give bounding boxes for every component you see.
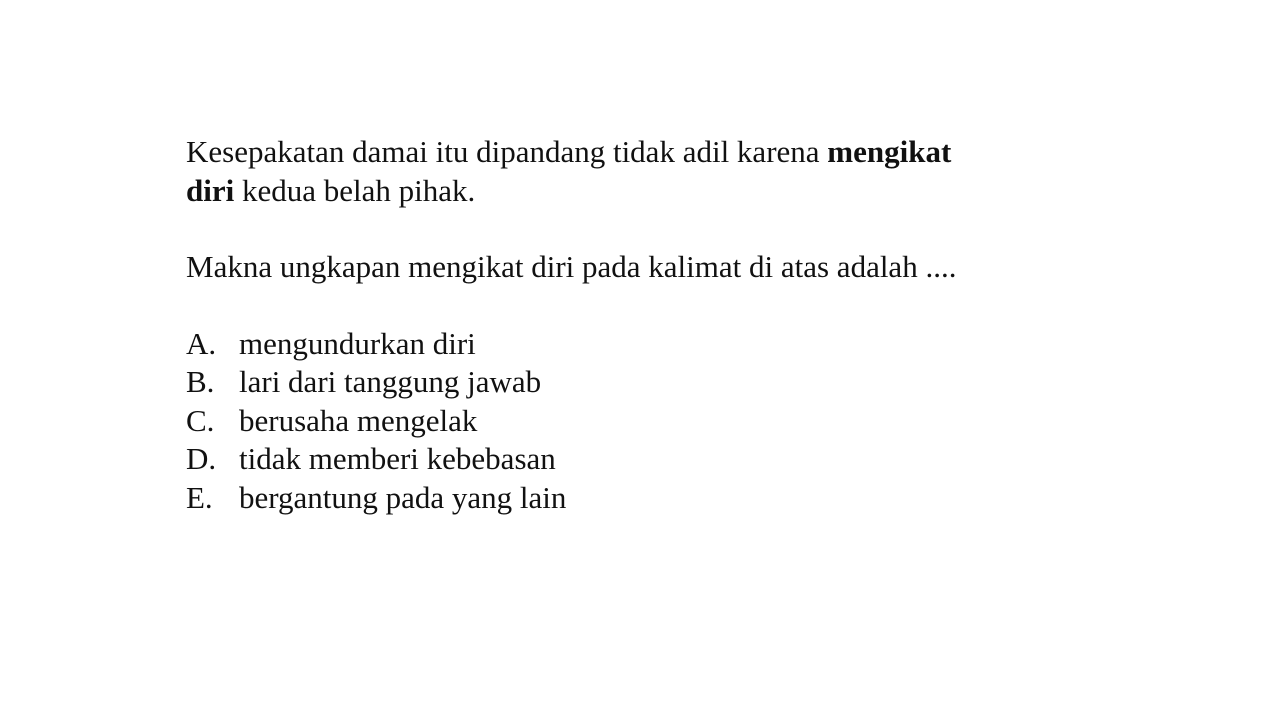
option-c[interactable] xyxy=(186,402,1006,441)
option-text: mengundurkan diri xyxy=(239,325,476,361)
option-letter: C. xyxy=(186,402,215,438)
option-d[interactable] xyxy=(186,440,1006,479)
option-letter: B. xyxy=(186,364,215,399)
stimulus-text-before: Kesepakatan damai itu dipandang tidak adil karena xyxy=(186,134,828,169)
question-prompt: Makna ungkapan mengikat diri pada kalimat di atas adalah .... xyxy=(186,249,957,284)
option-text: bergantung pada yang lain xyxy=(239,479,567,515)
stimulus-text-after: kedua belah pihak. xyxy=(234,172,476,208)
option-text: lari dari tanggung jawab xyxy=(239,364,542,399)
stimulus-sentence xyxy=(186,133,986,210)
option-letter: D. xyxy=(186,441,217,476)
option-b[interactable] xyxy=(186,363,1006,402)
answer-options xyxy=(186,325,1006,518)
option-text: berusaha mengelak xyxy=(239,402,478,438)
option-e[interactable] xyxy=(186,479,1006,518)
option-text: tidak memberi kebebasan xyxy=(239,441,556,476)
option-letter: E. xyxy=(186,479,213,515)
option-a[interactable] xyxy=(186,325,1006,364)
option-letter: A. xyxy=(186,325,217,361)
question-block xyxy=(186,133,1006,517)
stimulus-highlight: mengikat diri xyxy=(186,134,952,208)
